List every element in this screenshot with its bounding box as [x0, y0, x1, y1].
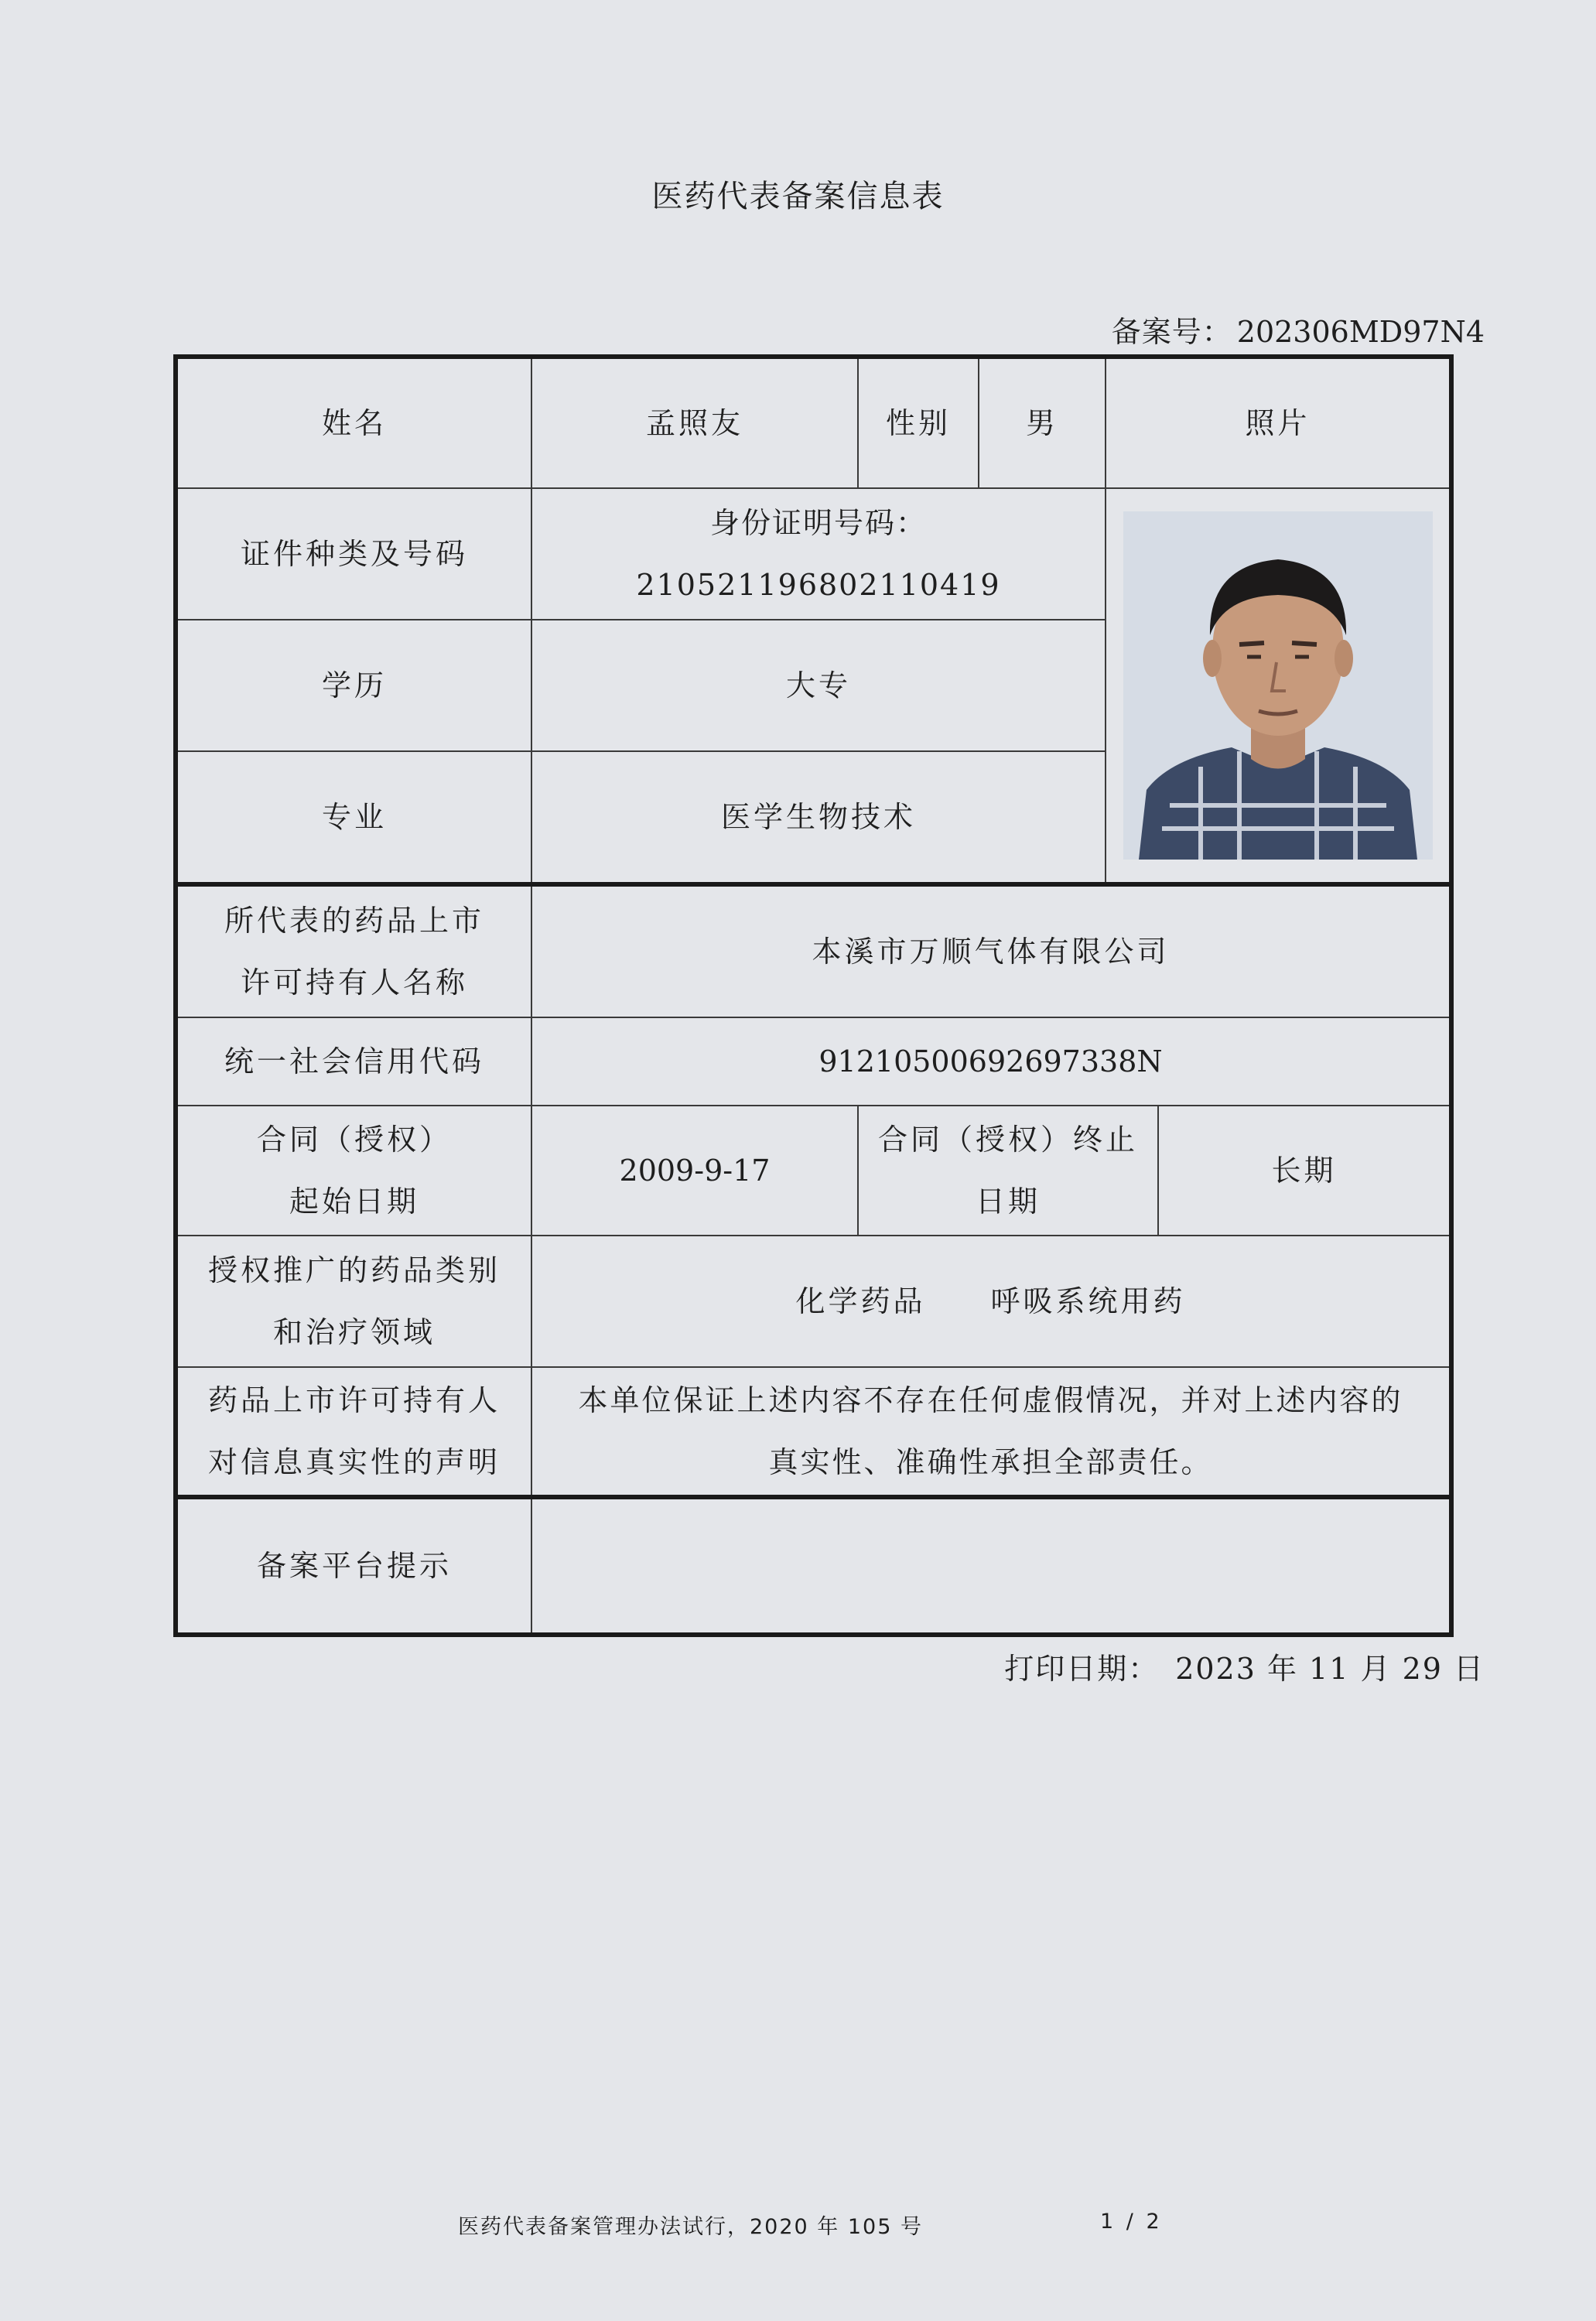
major-value: 医学生物技术 [531, 751, 1106, 884]
platform-notice-value [531, 1497, 1451, 1635]
holder-label-line-1: 所代表的药品上市 [224, 904, 484, 938]
row-name [176, 357, 1451, 488]
gender-value: 男 [979, 357, 1106, 488]
platform-notice-label: 备案平台提示 [176, 1497, 531, 1635]
major-label: 专业 [176, 751, 531, 884]
gender-label: 性别 [858, 357, 979, 488]
credit-code-text: 91210500692697338N [819, 1044, 1163, 1078]
end-date-label-line-2: 日期 [976, 1184, 1041, 1219]
row-platform-notice [176, 1497, 1451, 1635]
row-id [176, 488, 1451, 620]
category-label-line-2: 和治疗领域 [272, 1315, 436, 1349]
start-date-value [531, 1106, 858, 1236]
start-date-label-line-2: 起始日期 [289, 1184, 419, 1219]
id-value-text: 身份证明号码：210521196802110419 [636, 506, 1001, 602]
credit-code-label: 统一社会信用代码 [176, 1017, 531, 1106]
credit-code-value [531, 1017, 1451, 1106]
photo-cell [1106, 488, 1451, 884]
id-value [531, 488, 1106, 620]
category-label-line-1: 授权推广的药品类别 [207, 1253, 501, 1287]
row-contract-dates [176, 1106, 1451, 1236]
record-number-value: 202306MD97N4 [1236, 315, 1485, 349]
education-value: 大专 [531, 620, 1106, 751]
row-credit-code [176, 1017, 1451, 1106]
row-category [176, 1236, 1451, 1367]
holder-label-line-2: 许可持有人名称 [240, 966, 468, 1000]
statement-label-line-2: 对信息真实性的声明 [207, 1445, 501, 1479]
start-date-label [176, 1106, 531, 1236]
statement-label [176, 1367, 531, 1497]
statement-value [531, 1367, 1451, 1497]
registration-form-table [173, 354, 1454, 1637]
statement-value-line-1: 本单位保证上述内容不存在任何虚假情况，并对上述内容的 [578, 1383, 1403, 1417]
footer-regulation-note: 医药代表备案管理办法试行，2020 年 105 号 [458, 2215, 923, 2239]
print-date: 打印日期： 2023 年 11 月 29 日 [1004, 1652, 1485, 1686]
statement-value-line-2: 真实性、准确性承担全部责任。 [768, 1445, 1213, 1479]
statement-label-line-1: 药品上市许可持有人 [207, 1383, 501, 1417]
end-date-label-line-1: 合同（授权）终止 [878, 1123, 1139, 1157]
end-date-label [858, 1106, 1158, 1236]
document-title: 医药代表备案信息表 [651, 179, 945, 214]
id-label: 证件种类及号码 [176, 488, 531, 620]
row-statement [176, 1367, 1451, 1497]
name-value: 孟照友 [531, 357, 858, 488]
category-value: 化学药品 呼吸系统用药 [531, 1236, 1451, 1367]
start-date-text: 2009-9-17 [619, 1154, 771, 1188]
photo-label: 照片 [1106, 357, 1451, 488]
page-number: 1 / 2 [1100, 2210, 1163, 2234]
row-holder [176, 884, 1451, 1017]
holder-label [176, 884, 531, 1017]
start-date-label-line-1: 合同（授权） [256, 1123, 452, 1157]
name-label: 姓名 [176, 357, 531, 488]
category-label [176, 1236, 531, 1367]
end-date-value: 长期 [1158, 1106, 1451, 1236]
id-photo [1123, 511, 1433, 860]
holder-value: 本溪市万顺气体有限公司 [531, 884, 1451, 1017]
record-number [1107, 308, 1485, 350]
record-number-label: 备案号： [1111, 315, 1232, 349]
education-label: 学历 [176, 620, 531, 751]
